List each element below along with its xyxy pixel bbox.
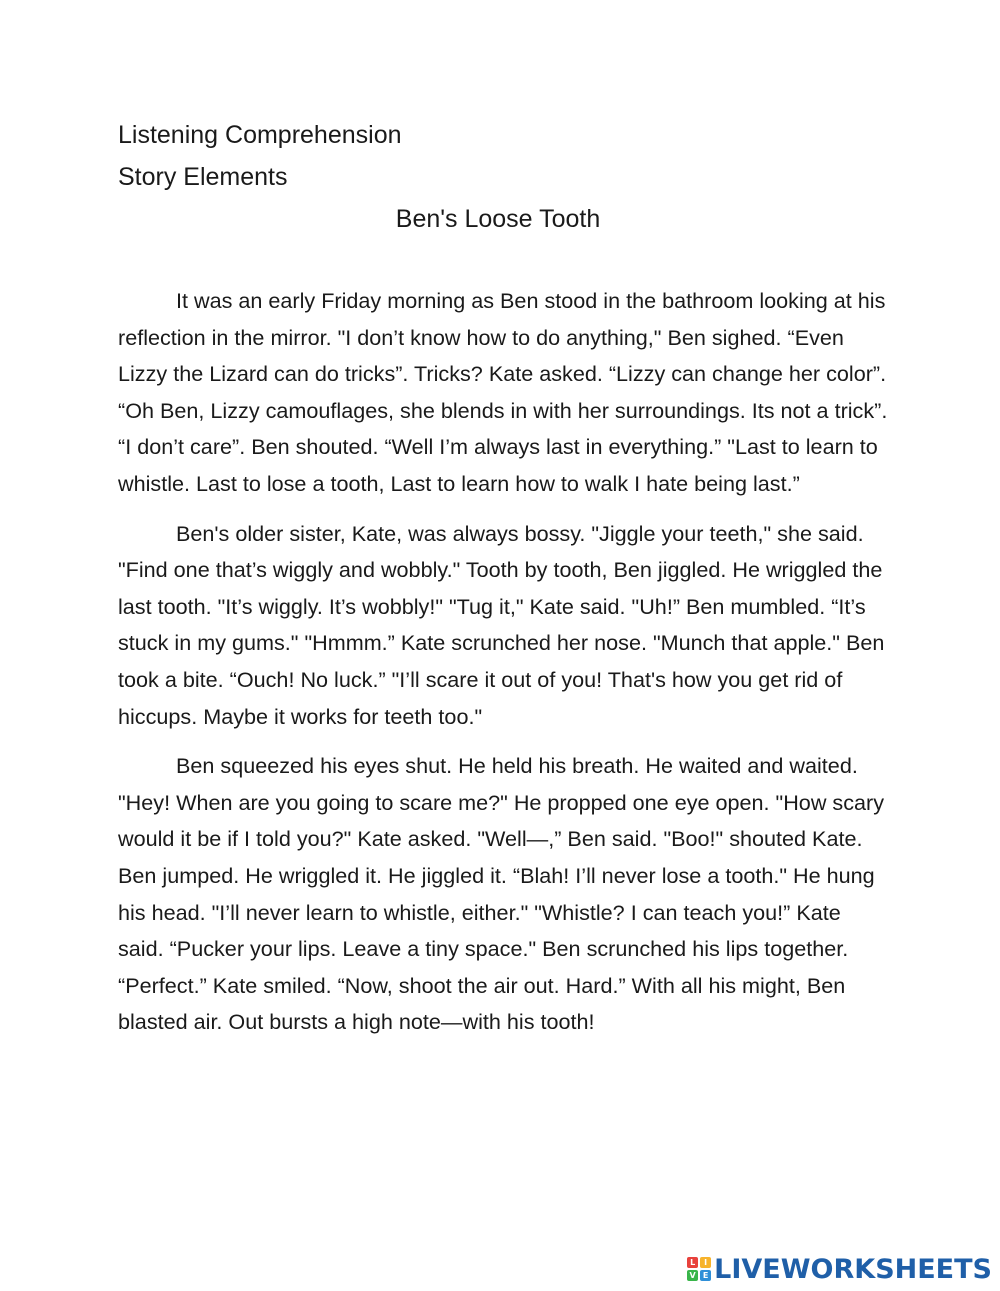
story-paragraph-3: Ben squeezed his eyes shut. He held his breath. He waited and waited. "Hey! When are you going to scare me?" He propped one eye open. "How scary would it be if I told you?" Kate asked. "Well—,” Ben said. "Boo!" shouted Kate. Ben jumped. He wriggled it. He jiggled it. “Blah! I’ll never lose a tooth." He hung his head. "I’ll never learn to whistle, either." "Whistle? I can teach you!” Kate said. “Pucker your lips. Leave a tiny space." Ben scrunched his lips together. “Perfect.” Kate smiled. “Now, shoot the air out. Hard.” With all his might, Ben blasted air. Out bursts a high note—with his tooth! xyxy=(118,753,884,1035)
liveworksheets-logo-icon xyxy=(687,1257,711,1281)
story-paragraph-2: Ben's older sister, Kate, was always bossy. "Jiggle your teeth," she said. "Find one that’s wiggly and wobbly." Tooth by tooth, Ben jiggled. He wriggled the last tooth. "It’s wiggly. It’s wobbly!" "Tug it," Kate said. "Uh!” Ben mumbled. “It’s stuck in my gums." "Hmmm.” Kate scrunched her nose. "Munch that apple." Ben took a bite. “Ouch! No luck.” "I’ll scare it out of you! That's how you get rid of hiccups. Maybe it works for teeth too." xyxy=(118,520,885,729)
logo-square-i: I xyxy=(700,1257,711,1268)
liveworksheets-logo xyxy=(687,1252,992,1286)
logo-square-e: E xyxy=(700,1270,711,1281)
story-title: Ben's Loose Tooth xyxy=(395,205,601,233)
heading-listening-comprehension: Listening Comprehension xyxy=(118,121,402,149)
logo-square-l: L xyxy=(687,1257,698,1268)
heading-story-elements: Story Elements xyxy=(118,163,288,191)
story-paragraph-1: It was an early Friday morning as Ben stood in the bathroom looking at his reflection in the mirror. "I don’t know how to do anything," Ben sighed. “Even Lizzy the Lizard can do tricks”. Tricks? Kate asked. “Lizzy can change her color”. “Oh Ben, Lizzy camouflages, she blends in with her surroundings. Its not a trick”. “I don’t care”. Ben shouted. “Well I’m always last in everything.” "Last to learn to whistle. Last to lose a tooth, Last to learn how to walk I hate being last.” xyxy=(118,288,888,496)
logo-square-v: V xyxy=(687,1270,698,1281)
story-body xyxy=(118,283,888,1054)
liveworksheets-logo-text: LIVEWORKSHEETS xyxy=(714,1253,992,1285)
